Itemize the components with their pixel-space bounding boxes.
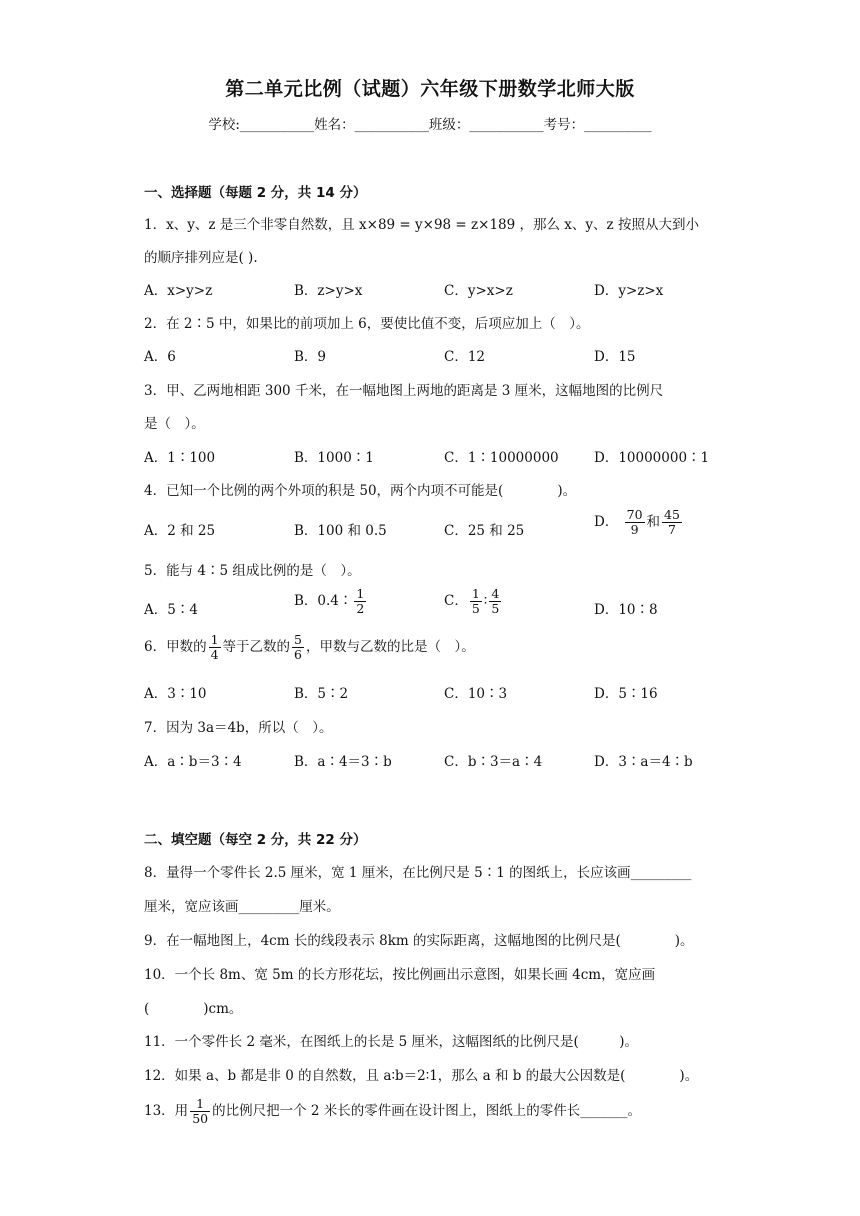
question-3: 3．甲、乙两地相距 300 千米，在一幅地图上两地的距离是 3 厘米，这幅地图的比例尺 (144, 383, 664, 399)
question-13 (144, 1097, 641, 1126)
question-2: 2．在 2∶5 中，如果比的前项加上 6，要使比值不变，后项应加上（ ）。 (144, 316, 590, 332)
question-1-cont: 的顺序排列应是( ). (144, 250, 258, 266)
q7-option-b: B．a∶4＝3∶b (294, 754, 392, 770)
question-11: 11．一个零件长 2 毫米，在图纸上的长是 5 厘米，这幅图纸的比例尺是( )。 (144, 1034, 639, 1050)
denominator: 7 (668, 522, 676, 537)
denominator: 9 (630, 522, 639, 537)
q3-option-c: C．1∶10000000 (444, 450, 559, 466)
denominator: 50 (192, 1111, 209, 1126)
question-10: 10．一个长 8m、宽 5m 的长方形花坛，按比例画出示意图，如果长画 4cm，宽应画 (144, 967, 656, 983)
q1-option-d: D．y>z>x (594, 283, 664, 299)
fraction-4-5 (489, 587, 501, 616)
page-title: 第二单元比例（试题）六年级下册数学北师大版 (225, 78, 635, 100)
fraction-1-50 (190, 1097, 210, 1126)
question-4: 4．已知一个比例的两个外项的积是 50，两个内项不可能是( )。 (144, 483, 577, 499)
q4-option-d (594, 508, 684, 537)
numerator: 4 (491, 586, 500, 601)
q5-option-c (444, 587, 503, 616)
denominator: 5 (471, 601, 480, 616)
q2-option-d: D．15 (594, 349, 636, 365)
fraction-1-5 (470, 587, 482, 616)
question-1: 1．x、y、z 是三个非零自然数，且 x×89 = y×98 = z×189 ，那么 x、y、z 按照从大到小 (144, 217, 699, 233)
q7-option-c: C．b∶3＝a∶4 (444, 754, 543, 770)
question-8-cont: 厘米，宽应该画_________厘米。 (144, 899, 340, 915)
question-6 (144, 633, 475, 662)
question-3-cont: 是（ ）。 (144, 416, 205, 432)
q4-option-c: C．25 和 25 (444, 523, 525, 539)
q2-option-a: A．6 (144, 349, 176, 365)
q13-text-2: 的比例尺把一个 2 米长的零件画在设计图上，图纸上的零件长_______。 (212, 1103, 642, 1119)
question-8: 8．量得一个零件长 2.5 厘米，宽 1 厘米，在比例尺是 5∶1 的图纸上，长应该画_________ (144, 865, 692, 881)
numerator: 1 (210, 632, 219, 647)
q6-option-b: B．5∶2 (294, 686, 349, 702)
q4-option-d-label: D． (594, 514, 619, 530)
question-12: 12．如果 a、b 都是非 0 的自然数，且 a∶b＝2∶1，那么 a 和 b 的最大公因数是( )。 (144, 1068, 699, 1084)
denominator: 4 (210, 647, 219, 662)
q13-text-1: 13．用 (144, 1103, 189, 1119)
q6-text-3: ，甲数与乙数的比是（ ）。 (306, 639, 475, 655)
q3-option-a: A．1∶100 (144, 450, 216, 466)
fraction-5-6 (292, 633, 304, 662)
q7-option-d: D．3∶a＝4∶b (594, 754, 693, 770)
numerator: 1 (356, 586, 365, 601)
numerator: 45 (664, 507, 680, 522)
fraction-45-7 (662, 508, 682, 537)
q3-option-d: D．10000000∶1 (594, 450, 710, 466)
ratio-colon: ∶ (483, 593, 488, 609)
q3-option-b: B．1000∶1 (294, 450, 374, 466)
q7-option-a: A．a∶b＝3∶4 (144, 754, 242, 770)
and-text: 和 (646, 514, 661, 530)
q5-option-c-label: C． (444, 593, 468, 609)
section-choice-heading: 一、选择题（每题 2 分，共 14 分） (144, 185, 367, 201)
q5-option-b-label: B．0.4∶ (294, 593, 353, 609)
q5-option-d: D．10∶8 (594, 602, 658, 618)
q4-option-a: A．2 和 25 (144, 523, 216, 539)
q5-option-b (294, 587, 368, 616)
q6-text-2: 等于乙数的 (222, 639, 291, 655)
numerator: 1 (190, 1097, 210, 1112)
question-9: 9．在一幅地图上，4cm 长的线段表示 8km 的实际距离，这幅地图的比例尺是( )。 (144, 933, 694, 949)
q1-option-b: B．z>y>x (294, 283, 363, 299)
q2-option-c: C．12 (444, 349, 486, 365)
q5-option-a: A．5∶4 (144, 602, 198, 618)
fraction-1-2 (354, 587, 366, 616)
question-7: 7．因为 3a＝4b，所以（ ）。 (144, 720, 333, 736)
question-5: 5．能与 4∶5 组成比例的是（ ）。 (144, 563, 361, 579)
q1-option-c: C．y>x>z (444, 283, 513, 299)
q6-option-c: C．10∶3 (444, 686, 508, 702)
q6-option-d: D．5∶16 (594, 686, 658, 702)
q4-option-b: B．100 和 0.5 (294, 523, 387, 539)
fraction-70-9 (625, 508, 645, 537)
q6-option-a: A．3∶10 (144, 686, 207, 702)
denominator: 2 (356, 601, 365, 616)
student-info-line: 学校:___________姓名：___________班级：___________考号：__________ (208, 117, 652, 133)
numerator: 1 (471, 586, 480, 601)
fraction-1-4 (209, 633, 221, 662)
section-fill-heading: 二、填空题（每空 2 分，共 22 分） (144, 832, 367, 848)
q1-option-a: A．x>y>z (144, 283, 213, 299)
question-10-cont: ( )cm。 (144, 1001, 243, 1017)
q2-option-b: B．9 (294, 349, 327, 365)
denominator: 5 (491, 601, 500, 616)
numerator: 70 (626, 507, 643, 522)
numerator: 5 (294, 632, 302, 647)
denominator: 6 (294, 647, 302, 662)
q6-text-1: 6．甲数的 (144, 639, 207, 655)
